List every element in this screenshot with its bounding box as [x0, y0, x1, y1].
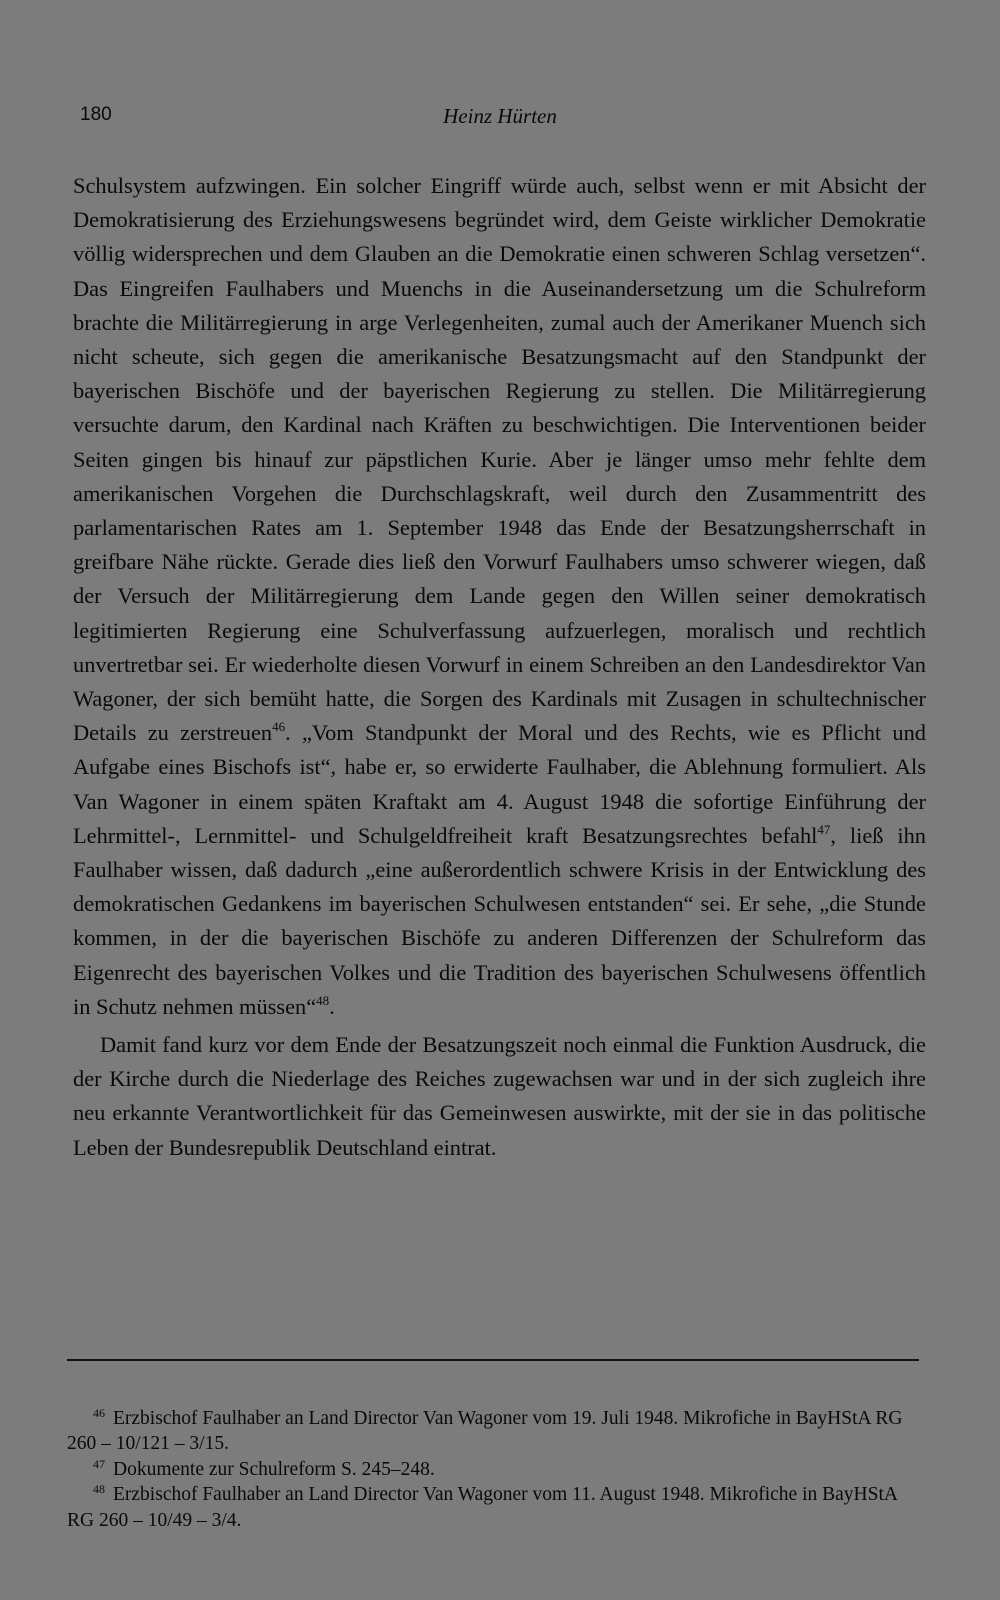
footnote-ref-48: 48	[316, 992, 330, 1008]
text-segment: . „Vom Standpunkt der Moral und des Rechts, wie es Pflicht und Aufgabe eines Bischofs ist“, habe er, so erwiderte Faulhaber, die Ablehnung formuliert. Als Van Wagoner in einem späten Kraftakt am 4. August 1948 die sofortige Einführung der Lehrmittel-, Lernmittel- und Schulgeldfreiheit kraft Besatzungsrechtes befahl	[73, 720, 926, 848]
page-number: 180	[80, 104, 112, 125]
running-title: Heinz Hürten	[443, 104, 557, 128]
footnote-number	[67, 1482, 113, 1507]
footnote-47	[67, 1457, 922, 1482]
footnote-ref-46: 46	[272, 719, 286, 735]
footnote-number	[67, 1457, 113, 1482]
body-paragraph-1	[73, 169, 926, 1024]
footnote-48	[67, 1482, 922, 1533]
footnote-number-label: 47	[93, 1456, 105, 1471]
footnote-number-label: 48	[93, 1482, 105, 1497]
footnote-number	[67, 1406, 113, 1431]
body-text	[73, 169, 926, 1165]
text-segment: Schulsystem aufzwingen. Ein solcher Eingriff würde auch, selbst wenn er mit Absicht der Demokratisierung des Erziehungswesens begründet wird, dem Geiste wirklicher Demokratie völlig widersprechen und dem Glauben an die Demokratie einen schweren Schlag versetzen“. Das Eingreifen Faulhabers und Muenchs in die Auseinandersetzung um die Schulreform brachte die Militärregierung in arge Verlegenheiten, zumal auch der Amerikaner Muench sich nicht scheute, sich gegen die amerikanische Besatzungsmacht auf den Standpunkt der bayerischen Bischöfe und der bayerischen Regierung zu stellen. Die Militärregierung versuchte darum, den Kardinal nach Kräften zu beschwichtigen. Die Interventionen beider Seiten gingen bis hinauf zur päpstlichen Kurie. Aber je länger umso mehr fehlte dem amerikanischen Vorgehen die Durchschlagskraft, weil durch den Zusammentritt des parlamentarischen Rates am 1. September 1948 das Ende der Besatzungsherrschaft in greifbare Nähe rückte. Gerade dies ließ den Vorwurf Faulhabers umso schwerer wiegen, daß der Versuch der Militärregierung dem Lande gegen den Willen seiner demokratisch legitimierten Regierung eine Schulverfassung aufzuerlegen, moralisch und rechtlich unvertretbar sei. Er wiederholte diesen Vorwurf in einem Schreiben an den Landesdirektor Van Wagoner, der sich bemüht hatte, die Sorgen des Kardinals mit Zusagen in schultechnischer Details zu zerstreuen	[73, 173, 926, 746]
running-head	[80, 104, 920, 134]
footnote-ref-47: 47	[817, 821, 831, 837]
text-segment: .	[329, 993, 335, 1019]
footnote-46	[67, 1406, 922, 1457]
footnote-divider	[67, 1359, 919, 1361]
footnote-number-label: 46	[93, 1406, 105, 1420]
body-paragraph-2: Damit fand kurz vor dem Ende der Besatzungszeit noch einmal die Funktion Ausdruck, die der Kirche durch die Niederlage des Reiches zugewachsen war und in der sich zugleich ihre neu erkannte Verantwortlichkeit für das Gemeinwesen auswirkte, mit der sie in das politische Leben der Bundesrepublik Deutschland eintrat.	[73, 1032, 926, 1160]
footnote-text: Erzbischof Faulhaber an Land Director Van Wagoner vom 19. Juli 1948. Mikrofiche in BayHStA RG 260 – 10/121 – 3/15.	[67, 1408, 903, 1455]
text-segment: , ließ ihn Faulhaber wissen, daß dadurch „eine außerordentlich schwere Krisis in der Entwicklung des demokratischen Gedankens im bayerischen Schulwesen entstanden“ sei. Er sehe, „die Stunde kommen, in der die bayerischen Bischöfe zu anderen Differenzen der Schulreform das Eigenrecht des bayerischen Volkes und die Tradition des bayerischen Schulwesens öffentlich in Schutz nehmen müssen“	[73, 822, 927, 1019]
footnotes	[67, 1406, 922, 1533]
footnote-text: Dokumente zur Schulreform S. 245–248.	[113, 1458, 435, 1480]
footnote-text: Erzbischof Faulhaber an Land Director Van Wagoner vom 11. August 1948. Mikrofiche in BayHStA RG 260 – 10/49 – 3/4.	[67, 1484, 897, 1531]
